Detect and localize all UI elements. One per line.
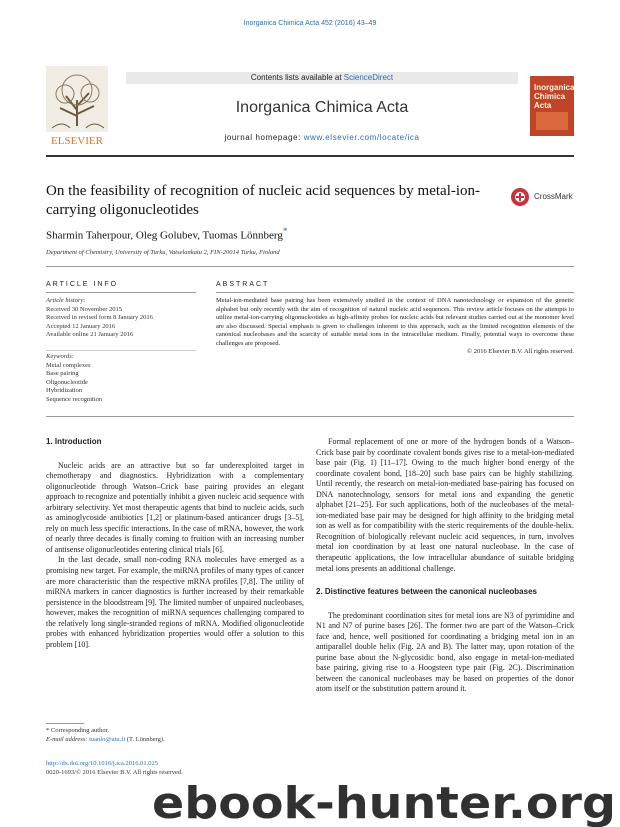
history-item: Accepted 12 January 2016 bbox=[46, 322, 116, 330]
keyword: Sequence recognition bbox=[46, 395, 103, 403]
body-paragraph: The predominant coordination sites for metal ions are N3 of pyrimidine and N1 and N7 of purine bases [26]. The former two are part of the Watson–Crick face and, hence, well positioned for coordinating a bridging metal ion in an antiparallel double helix (Fig. 2A and B). The latter may, upon rotation of the purine base about the N-glycosidic bond, also engage in metal-ion-mediated base pairing, giving rise to a Hoogsteen type pair (Fig. 2C). Discrimination between the canonical nucleobases may be based on properties of the donor atom itself or the substitution pattern around it. bbox=[316, 610, 574, 694]
history-item: Received 30 November 2015 bbox=[46, 305, 122, 313]
crossmark-icon bbox=[510, 187, 530, 207]
crossmark-badge[interactable] bbox=[510, 187, 584, 207]
authors-text: Sharmin Taherpour, Oleg Golubev, Tuomas Lönnberg bbox=[46, 229, 283, 242]
footnote bbox=[46, 727, 304, 744]
homepage-prefix: journal homepage: bbox=[224, 133, 304, 142]
keyword: Oligonucleotide bbox=[46, 378, 88, 386]
body-paragraph: Nucleic acids are an attractive but so far underexploited target in chemotherapy and diagnostics. Hybridization with a complementary oligonucleotide through Watson–Crick base pairing provides an elegant approach to recognize and potentially inhibit a given nucleic acid sequence with arbitrary selectivity. Yet most therapeutic agents that bind to nucleic acids, such as aminoglycoside antibiotics [1,2] or platinum-based anticancer drugs [3–5], rely on much less specific interactions. In the case of mRNA, however, the work of nearly three decades is finally coming to fruition with an increasing number of antisense oligonucleotides entering clinical trials [6]. bbox=[46, 460, 304, 554]
abstract-paragraph: Metal-ion-mediated base pairing has been extensively studied in the context of DNA nanotechnology or expansion of the genetic alphabet but only recently with the aim of recognition of natural nucleic acid sequences. This review article focuses on the attempts to utilize metal-ion-carrying oligonucleotides as high-affinity probes for nucleic acids but relevant studies carried out at the monomer level are also discussed. Special emphasis is given to challenges inherent to this approach, such as the limited recognition elements of the canonical nucleobases and the scarcity of suitable metal ions in the intracellular medium. Finally, potential ways to overcome these challenges are proposed. bbox=[216, 297, 574, 347]
header-divider bbox=[46, 155, 574, 157]
article-info-heading: ARTICLE INFO bbox=[46, 281, 119, 288]
email-label: E-mail address: bbox=[46, 735, 90, 743]
crossmark-label: CrossMark bbox=[534, 192, 573, 201]
journal-homepage bbox=[126, 133, 518, 142]
left-column bbox=[46, 437, 304, 650]
affiliation-divider bbox=[46, 266, 574, 267]
keywords-list bbox=[46, 353, 196, 404]
journal-header bbox=[46, 66, 574, 155]
corresponding-author-mark[interactable]: * bbox=[282, 226, 288, 236]
journal-reference-link[interactable]: Inorganica Chimica Acta 452 (2016) 43–49 bbox=[243, 20, 377, 27]
author-list bbox=[46, 226, 287, 242]
homepage-link[interactable]: www.elsevier.com/locate/ica bbox=[303, 133, 420, 142]
keyword: Hybridization bbox=[46, 387, 83, 394]
keyword: Base pairing bbox=[46, 370, 79, 377]
keywords-label: Keywords: bbox=[46, 353, 74, 360]
history-item: Available online 21 January 2016 bbox=[46, 331, 134, 338]
footnote-divider bbox=[46, 723, 84, 724]
body-paragraph: In the last decade, small non-coding RNA molecules have emerged as a promising new target. For example, the miRNA profiles of many types of cancer are more characteristic than the respective mRNA profiles [7,8]. The utility of miRNA markers in cancer diagnostics is further increased by their remarkable persistence in the bloodstream [9]. The limited number of unpaired nucleobases, however, makes the recognition of miRNA sequences challenging compared to the relatively long single-stranded regions of mRNA. Modified oligonucleotide probes with enhanced hybridization properties would offer a solution to this problem [10]. bbox=[46, 555, 305, 649]
paper-title: On the feasibility of recognition of nucleic acid sequences by metal-ion-carrying oligonucleotides bbox=[46, 183, 481, 218]
history-item: Received in revised form 8 January 2016 bbox=[46, 314, 153, 321]
section-heading-nucleobases: 2. Distinctive features between the canonical nucleobases bbox=[316, 587, 537, 597]
article-info-divider bbox=[46, 292, 196, 293]
watermark bbox=[150, 777, 620, 827]
elsevier-wordmark: ELSEVIER bbox=[51, 135, 103, 147]
email-note bbox=[46, 736, 304, 745]
abstract-heading: ABSTRACT bbox=[216, 281, 270, 288]
sciencedirect-link[interactable]: ScienceDirect bbox=[343, 73, 394, 82]
doi-block bbox=[46, 760, 183, 777]
issn-line: 0020-1693/© 2016 Elsevier B.V. All rights reserved. bbox=[46, 768, 183, 776]
journal-cover-image bbox=[530, 76, 574, 136]
section-heading-introduction: 1. Introduction bbox=[46, 437, 102, 446]
contents-prefix: Contents lists available at bbox=[250, 73, 344, 82]
affiliation: Department of Chemistry, University of Turku, Vatselankatu 2, FIN-20014 Turku, Finland bbox=[46, 249, 280, 256]
keywords-divider bbox=[46, 350, 196, 351]
copyright-notice: © 2016 Elsevier B.V. All rights reserved. bbox=[467, 348, 574, 355]
elsevier-tree-logo bbox=[46, 66, 108, 148]
email-suffix: (T. Lönnberg). bbox=[125, 735, 165, 743]
journal-title: Inorganica Chimica Acta bbox=[235, 99, 409, 116]
abstract-body bbox=[216, 297, 574, 357]
doi-link[interactable]: http://dx.doi.org/10.1016/j.ica.2016.01.025 bbox=[46, 760, 159, 767]
contents-availability bbox=[126, 72, 518, 84]
corresponding-author-note: * Corresponding author. bbox=[46, 727, 110, 734]
article-history bbox=[46, 297, 196, 340]
abstract-divider bbox=[216, 292, 574, 293]
cover-title: Inorganica Chimica Acta bbox=[534, 83, 574, 110]
body-paragraph: Formal replacement of one or more of the hydrogen bonds of a Watson–Crick base pair by coordinate covalent bonds gives rise to a metal-ion-mediated base pair (Fig. 1) [11–17]. Owing to the much higher bond energy of the coordinate covalent bond, [18–20] such base pairs can be highly stabilizing. Until recently, the research on metal-ion-mediated base-pairing has focused on DNA nanotechnology, sensors for metal ions and expanding the genetic alphabet [21–25]. For such applications, both of the nucleobases of the metal-ion-mediated base pair may be designed for high affinity to the bridging metal ion as well as for compatibility with the steric requirements of the double-helix. Recognition of biologically relevant nucleic acid sequences, in turn, involves metal ion coordination by at least one natural nucleobase. In the case of therapeutic applications, the low intracellular abundance of suitable bridging metal ions presents an additional challenge. bbox=[316, 437, 574, 573]
watermark-text: ebook-hunter.org bbox=[152, 778, 616, 827]
right-column bbox=[316, 437, 574, 695]
keyword: Metal complexes bbox=[46, 361, 91, 369]
body-divider bbox=[46, 416, 574, 417]
history-label: Article history: bbox=[46, 297, 86, 304]
email-link[interactable]: tuanlo@utu.fi bbox=[89, 735, 126, 743]
